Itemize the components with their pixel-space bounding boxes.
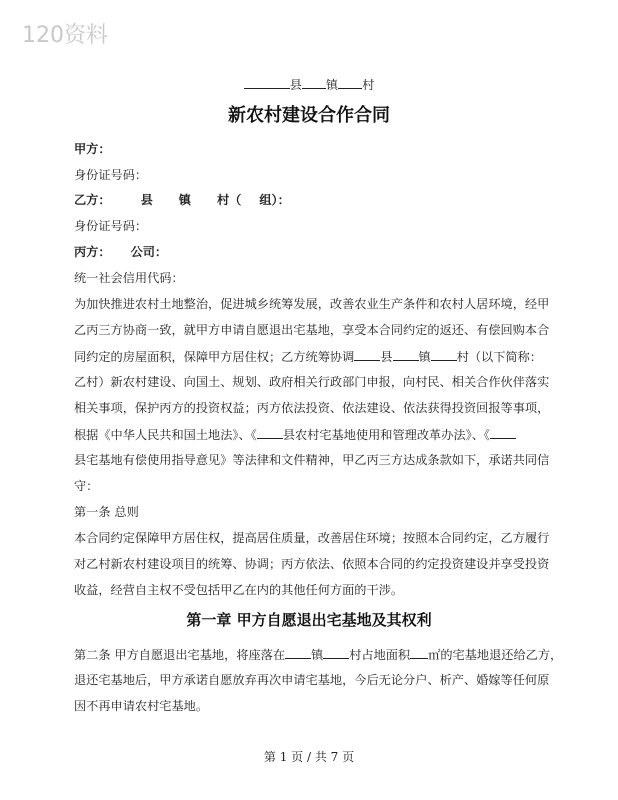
article-2-village: 村占地面积 bbox=[349, 648, 411, 662]
party-b-town: 镇 bbox=[178, 193, 191, 207]
preamble-line-6 bbox=[74, 426, 554, 443]
article-1-line-1: 本合同约定保障甲方居住权，提高居住质量，改善居住环境；按照本合同约定，乙方履行 bbox=[74, 531, 550, 545]
party-b-label: 乙方： bbox=[74, 193, 111, 207]
preamble-line-2: 乙丙三方协商一致，就甲方申请自愿退出宅基地，享受本合同约定的返还、有偿回购本合 bbox=[74, 323, 550, 337]
location-town: 镇 bbox=[325, 78, 339, 92]
party-c-line bbox=[74, 244, 554, 260]
article-2-town: 镇 bbox=[311, 648, 324, 662]
preamble-line-1: 为加快推进农村土地整治，促进城乡统筹发展，改善农业生产条件和农村人居环境，经甲 bbox=[74, 297, 550, 311]
preamble-line-3 bbox=[74, 348, 554, 365]
location-header bbox=[0, 76, 618, 93]
preamble-line-6-text: 根据《中华人民共和国土地法》、《 bbox=[74, 428, 257, 442]
article-2-text: 第二条 甲方自愿退出宅基地，将座落在 bbox=[74, 648, 286, 662]
party-b-county: 县 bbox=[140, 193, 153, 207]
article-2-area: ㎡的宅基地退还给乙方， bbox=[428, 648, 563, 662]
chapter-1-title: 第一章 甲方自愿退出宅基地及其权利 bbox=[186, 611, 432, 629]
watermark: 120资料 bbox=[22, 23, 108, 48]
party-b-line bbox=[74, 192, 554, 208]
preamble-county: 县 bbox=[380, 350, 393, 364]
article-1-line-3: 收益，经营自主权不受包括甲乙在内的其他任何方面的干涉。 bbox=[74, 583, 404, 597]
party-a-id-label: 身份证号码： bbox=[74, 168, 148, 182]
article-2-line-3: 因不再申请农村宅基地。 bbox=[74, 699, 209, 713]
party-b-id-label: 身份证号码： bbox=[74, 219, 148, 233]
preamble-town: 镇 bbox=[418, 350, 431, 364]
party-c-label: 丙方： bbox=[74, 245, 111, 259]
preamble-line-3-text: 同约定的房屋面积，保障甲方居住权；乙方统筹协调 bbox=[74, 350, 355, 364]
article-1-heading: 第一条 总则 bbox=[74, 505, 139, 519]
party-b-village: 村（ bbox=[216, 193, 242, 207]
preamble-line-4: 乙村）新农村建设、向国土、规划、政府相关行政部门申报，向村民、相关合作伙伴落实 bbox=[74, 375, 550, 389]
preamble-line-6-law: 县农村宅基地使用和管理改革办法》、《 bbox=[282, 428, 490, 442]
preamble-village: 村（以下简称： bbox=[456, 350, 542, 364]
party-c-company: 公司： bbox=[130, 245, 168, 259]
party-c-credit-code-label: 统一社会信用代码： bbox=[74, 271, 184, 285]
preamble-line-7: 县宅基地有偿使用指导意见》等法律和文件精神，甲乙丙三方达成条款如下，承诺共同信 bbox=[74, 453, 550, 467]
article-2-line-1 bbox=[74, 646, 563, 663]
party-a-label: 甲方： bbox=[74, 142, 111, 156]
preamble-line-5: 相关事项，保护丙方的投资权益；丙方依法投资、依法建设、依法获得投资回报等事项， bbox=[74, 401, 550, 415]
location-county: 县 bbox=[289, 78, 302, 92]
article-2-line-2: 退还宅基地后，甲方承诺自愿放弃再次申请宅基地，今后无论分户、析产、婚嫁等任何原 bbox=[74, 673, 550, 687]
party-b-group: 组）： bbox=[259, 193, 290, 207]
location-village: 村 bbox=[362, 78, 375, 92]
page-footer: 第 1 页 / 共 7 页 bbox=[263, 750, 355, 764]
article-1-line-2: 对乙村新农村建设项目的统筹、协调；丙方依法、依照本合同的约定投资建设并享受投资 bbox=[74, 557, 550, 571]
preamble-line-8: 守： bbox=[74, 479, 99, 493]
contract-title: 新农村建设合作合同 bbox=[228, 105, 390, 126]
